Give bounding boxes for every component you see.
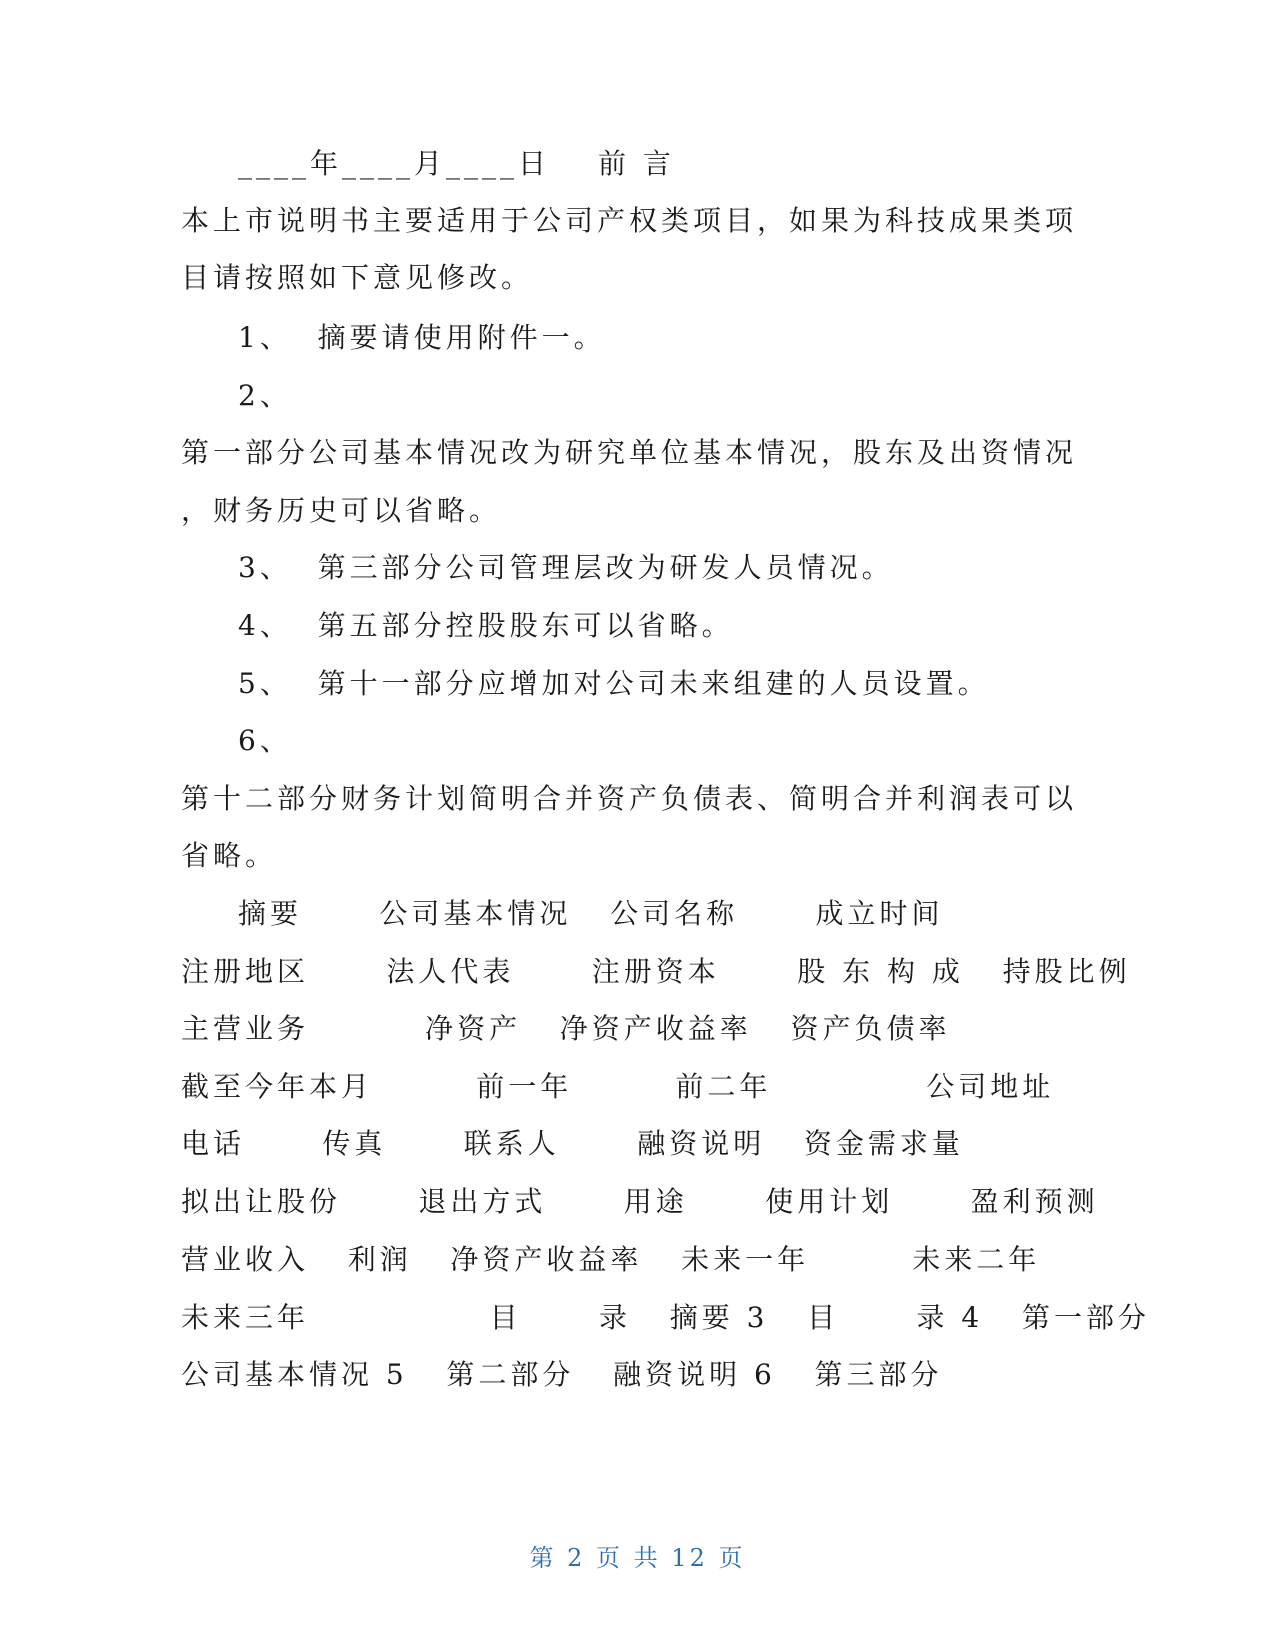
summary-line-6: 拟出让股份 退出方式 用途 使用计划 盈利预测 [181, 1185, 1099, 1218]
item-1: 1、 摘要请使用附件一。 [238, 321, 606, 354]
summary-line-3: 主营业务 净资产 净资产收益率 资产负债率 [181, 1012, 951, 1045]
intro-line-2: 目请按照如下意见修改。 [181, 261, 534, 294]
item-6-text-line-1: 第十二部分财务计划简明合并资产负债表、简明合并利润表可以 [181, 782, 1078, 815]
date-line: ____年____月____日 [238, 147, 551, 180]
item-5: 5、 第十一部分应增加对公司未来组建的人员设置。 [238, 667, 990, 700]
summary-line-1: 摘要 公司基本情况 公司名称 成立时间 [238, 897, 944, 930]
item-3: 3、 第三部分公司管理层改为研发人员情况。 [238, 551, 894, 584]
item-2-text-line-1: 第一部分公司基本情况改为研究单位基本情况，股东及出资情况 [181, 436, 1078, 469]
page-number-footer: 第 2 页 共 12 页 [529, 1544, 746, 1572]
summary-line-9: 公司基本情况 5 第二部分 融资说明 6 第三部分 [181, 1358, 943, 1391]
summary-line-4: 截至今年本月 前一年 前二年 公司地址 [181, 1070, 1055, 1103]
item-4: 4、 第五部分控股股东可以省略。 [238, 609, 734, 642]
summary-line-7: 营业收入 利润 净资产收益率 未来一年 未来二年 [181, 1243, 1041, 1276]
item-6-text-line-2: 省略。 [181, 839, 278, 872]
summary-line-8: 未来三年 目 录 摘要 3 目 录 4 第一部分 [181, 1301, 1150, 1334]
item-6-number: 6、 [238, 724, 292, 757]
page-title: 前 言 [598, 147, 675, 180]
item-2-text-line-2: ，财务历史可以省略。 [181, 494, 502, 527]
summary-line-5: 电话 传真 联系人 融资说明 资金需求量 [181, 1127, 964, 1160]
summary-line-2: 注册地区 法人代表 注册资本 股 东 构 成 持股比例 [181, 955, 1131, 988]
intro-line-1: 本上市说明书主要适用于公司产权类项目，如果为科技成果类项 [181, 204, 1078, 237]
item-2-number: 2、 [238, 379, 292, 412]
